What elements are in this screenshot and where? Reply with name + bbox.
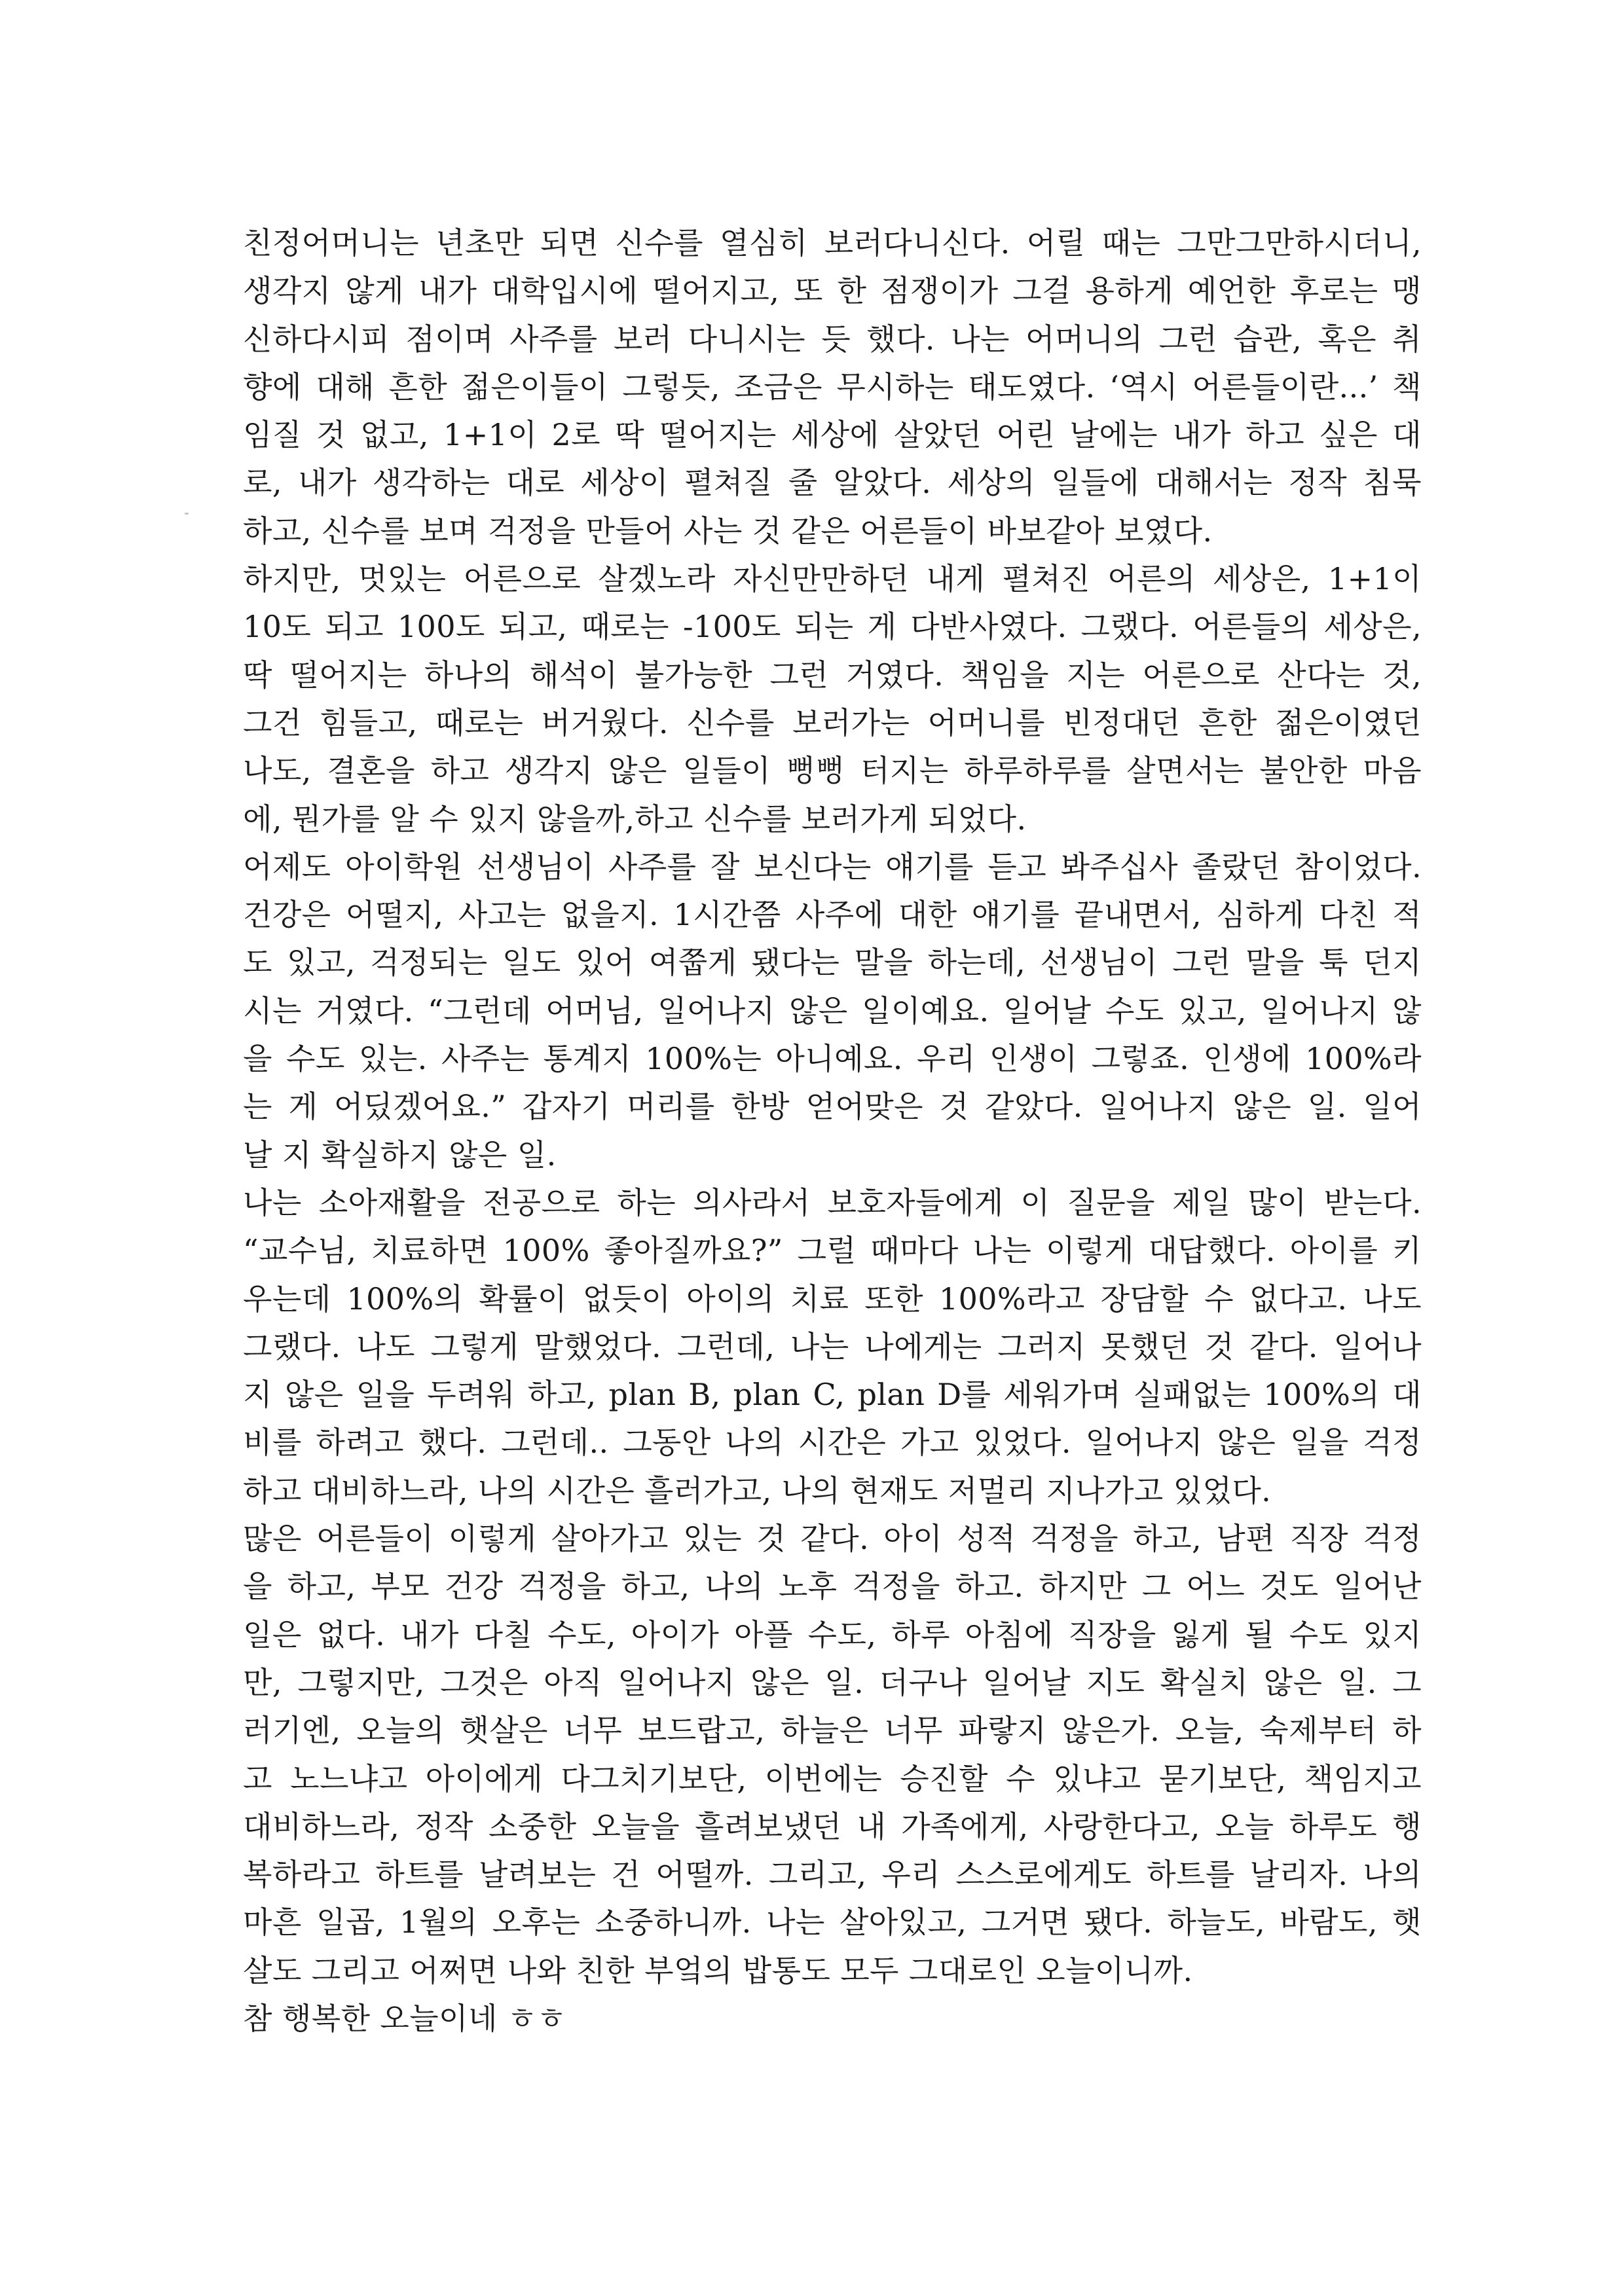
essay-line: 나는 소아재활을 전공으로 하는 의사라서 보호자들에게 이 질문을 제일 많이 받는다.	[243, 1184, 1422, 1220]
essay-line: 에, 뭔가를 알 수 있지 않을까,하고 신수를 보러가게 되었다.	[243, 801, 1027, 837]
essay-line: 러기엔, 오늘의 햇살은 너무 보드랍고, 하늘은 너무 파랗지 않은가. 오늘, 숙제부터 하	[243, 1713, 1422, 1749]
essay-line: 딱 떨어지는 하나의 해석이 불가능한 그런 거였다. 책임을 지는 어른으로 산다는 것,	[243, 657, 1422, 693]
scan-speck	[185, 513, 189, 515]
essay-line: 나도, 결혼을 하고 생각지 않은 일들이 뻥뻥 터지는 하루하루를 살면서는 불안한 마음	[243, 753, 1422, 789]
essay-line: 고 노느냐고 아이에게 다그치기보단, 이번에는 승진할 수 있냐고 묻기보단, 책임지고	[243, 1760, 1422, 1796]
essay-line: 살도 그리고 어쩌면 나와 친한 부엌의 밥통도 모두 그대로인 오늘이니까.	[243, 1952, 1193, 1988]
essay-line: 을 수도 있는. 사주는 통계지 100%는 아니예요. 우리 인생이 그렇죠. 인생에 100%라	[243, 1041, 1422, 1077]
essay-line: 마흔 일곱, 1월의 오후는 소중하니까. 나는 살아있고, 그거면 됐다. 하늘도, 바람도, 햇	[243, 1904, 1422, 1941]
essay-line: 많은 어른들이 이렇게 살아가고 있는 것 같다. 아이 성적 걱정을 하고, 남편 직장 걱정	[243, 1521, 1422, 1557]
essay-line: 하고, 신수를 보며 걱정을 만들어 사는 것 같은 어른들이 바보같아 보였다.	[243, 513, 1213, 549]
essay-body	[243, 219, 1422, 2043]
essay-line: 시는 거였다. “그런데 어머님, 일어나지 않은 일이예요. 일어날 수도 있고, 일어나지 않	[243, 993, 1422, 1029]
essay-line: 로, 내가 생각하는 대로 세상이 펼쳐질 줄 알았다. 세상의 일들에 대해서는 정작 침묵	[243, 465, 1422, 501]
essay-line: 대비하느라, 정작 소중한 오늘을 흘려보냈던 내 가족에게, 사랑한다고, 오늘 하루도 행	[243, 1808, 1422, 1844]
essay-line: 도 있고, 걱정되는 일도 있어 여쭙게 됐다는 말을 하는데, 선생님이 그런 말을 툭 던지	[243, 945, 1422, 981]
essay-line: 복하라고 하트를 날려보는 건 어떨까. 그리고, 우리 스스로에게도 하트를 날리자. 나의	[243, 1857, 1422, 1893]
essay-line: 는 게 어딨겠어요.” 갑자기 머리를 한방 얻어맞은 것 같았다. 일어나지 않은 일. 일어	[243, 1089, 1422, 1125]
essay-line: 지 않은 일을 두려워 하고, plan B, plan C, plan D를 세워가며 실패없는 100%의 대	[243, 1377, 1422, 1413]
essay-line: 향에 대해 흔한 젊은이들이 그렇듯, 조금은 무시하는 태도였다. ‘역시 어른들이란...’ 책	[243, 369, 1422, 405]
essay-line: 참 행복한 오늘이네 ㅎㅎ	[243, 2000, 566, 2036]
essay-line: 하고 대비하느라, 나의 시간은 흘러가고, 나의 현재도 저멀리 지나가고 있었다.	[243, 1472, 1272, 1508]
essay-line: 생각지 않게 내가 대학입시에 떨어지고, 또 한 점쟁이가 그걸 용하게 예언한 후로는 맹	[243, 273, 1422, 309]
essay-line: 우는데 100%의 확률이 없듯이 아이의 치료 또한 100%라고 장담할 수 없다고. 나도	[243, 1281, 1422, 1317]
essay-line: 만, 그렇지만, 그것은 아직 일어나지 않은 일. 더구나 일어날 지도 확실치 않은 일. 그	[243, 1664, 1422, 1700]
essay-line: 그랬다. 나도 그렇게 말했었다. 그런데, 나는 나에게는 그러지 못했던 것 같다. 일어나	[243, 1328, 1422, 1364]
essay-line: “교수님, 치료하면 100% 좋아질까요?” 그럴 때마다 나는 이렇게 대답했다. 아이를 키	[243, 1233, 1422, 1269]
essay-line: 신하다시피 점이며 사주를 보러 다니시는 듯 했다. 나는 어머니의 그런 습관, 혹은 취	[243, 321, 1422, 357]
essay-line: 그건 힘들고, 때로는 버거웠다. 신수를 보러가는 어머니를 빈정대던 흔한 젊은이였던	[243, 704, 1422, 740]
essay-line: 날 지 확실하지 않은 일.	[243, 1137, 557, 1173]
essay-line: 친정어머니는 년초만 되면 신수를 열심히 보러다니신다. 어릴 때는 그만그만하시더니,	[243, 225, 1422, 261]
essay-line: 어제도 아이학원 선생님이 사주를 잘 보신다는 얘기를 듣고 봐주십사 졸랐던 참이었다.	[243, 848, 1422, 884]
essay-line: 일은 없다. 내가 다칠 수도, 아이가 아플 수도, 하루 아침에 직장을 잃게 될 수도 있지	[243, 1616, 1422, 1652]
essay-line: 을 하고, 부모 건강 걱정을 하고, 나의 노후 걱정을 하고. 하지만 그 어느 것도 일어난	[243, 1569, 1422, 1605]
essay-line: 비를 하려고 했다. 그런데.. 그동안 나의 시간은 가고 있었다. 일어나지 않은 일을 걱정	[243, 1425, 1422, 1461]
essay-line: 하지만, 멋있는 어른으로 살겠노라 자신만만하던 내게 펼쳐진 어른의 세상은, 1+1이	[243, 561, 1422, 597]
essay-line: 임질 것 없고, 1+1이 2로 딱 떨어지는 세상에 살았던 어린 날에는 내가 하고 싶은 대	[243, 417, 1422, 453]
essay-line: 10도 되고 100도 되고, 때로는 -100도 되는 게 다반사였다. 그랬다. 어른들의 세상은,	[243, 609, 1422, 645]
essay-line: 건강은 어떨지, 사고는 없을지. 1시간쯤 사주에 대한 얘기를 끝내면서, 심하게 다친 적	[243, 897, 1422, 933]
